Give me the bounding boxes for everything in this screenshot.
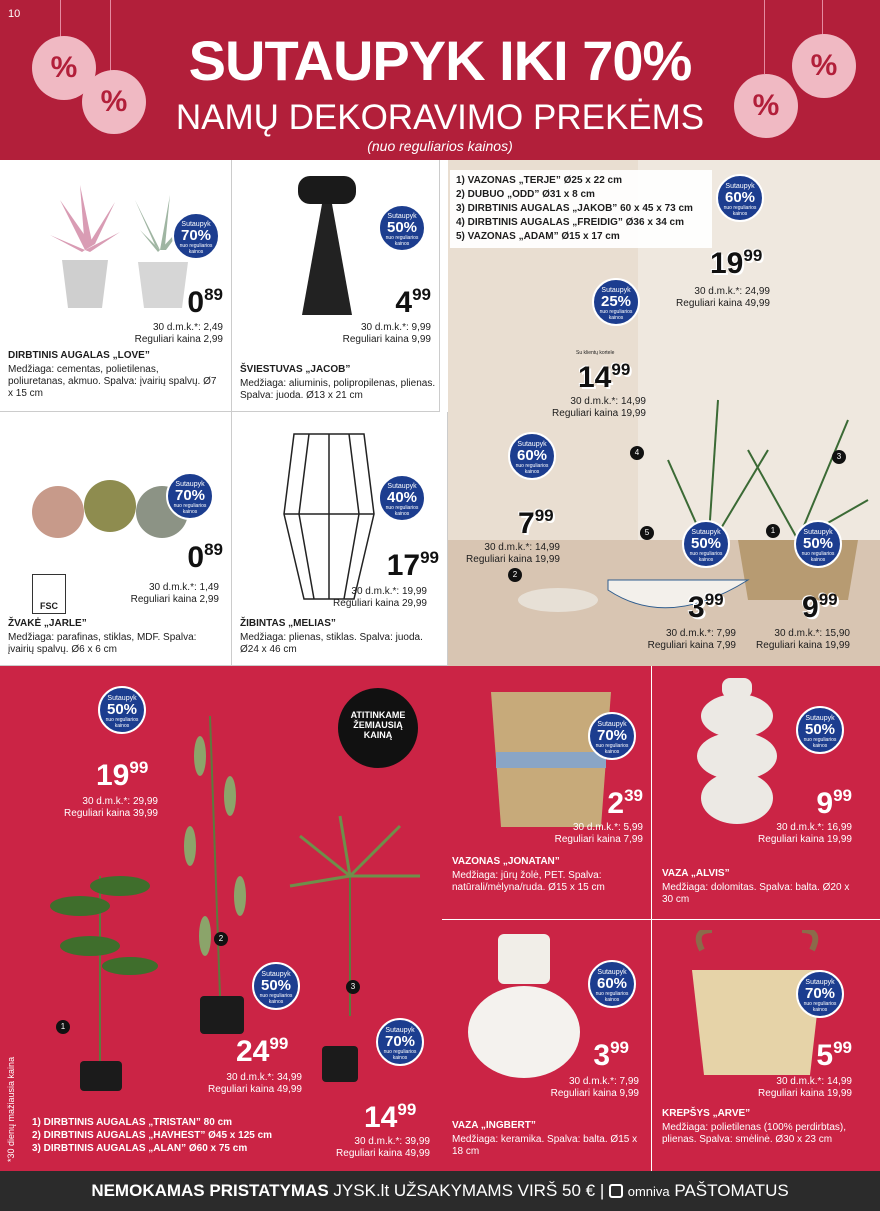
price-history: 30 d.m.k.*: 2,49 Reguliari kaina 2,99 xyxy=(134,322,223,345)
item-marker: 5 xyxy=(640,526,654,540)
percent-tag: % xyxy=(82,70,146,134)
omniva-brand: omniva xyxy=(627,1184,670,1199)
price-history: 30 d.m.k.*: 34,99 Reguliari kaina 49,99 xyxy=(208,1072,302,1095)
price-history: 30 d.m.k.*: 39,99 Reguliari kaina 49,99 xyxy=(336,1136,430,1159)
price-note: (nuo reguliarios kainos) xyxy=(367,138,513,154)
product-card-ingbert[interactable] xyxy=(442,920,652,1171)
omniva-logo xyxy=(609,1184,623,1198)
header-banner xyxy=(0,0,880,160)
price: $3^{99}$ xyxy=(593,1038,629,1072)
product-title: ŽVAKĖ „JARLE” xyxy=(8,618,87,629)
discount-badge: Sutaupyk 70% nuo reguliarios kainos xyxy=(796,970,844,1018)
headline: SUTAUPYK IKI 70% xyxy=(188,29,692,92)
price-history: 30 d.m.k.*: 1,49 Reguliari kaina 2,99 xyxy=(130,582,219,605)
product-card-jarle[interactable] xyxy=(0,412,232,666)
discount-badge: Sutaupyk 50% nuo reguliarios kainos xyxy=(98,686,146,734)
price-history: 30 d.m.k.*: 16,99 Reguliari kaina 19,99 xyxy=(758,822,852,845)
price: $9^{99}$ xyxy=(802,590,838,624)
price-history: 30 d.m.k.*: 7,99 Reguliari kaina 7,99 xyxy=(647,628,736,651)
price: $19^{99}$ xyxy=(710,246,763,280)
footer-banner xyxy=(0,1171,880,1211)
item-marker: 3 xyxy=(346,980,360,994)
product-desc: Medžiaga: parafinas, stiklas, MDF. Spalva: įvairių spalvų. Ø6 x 6 cm xyxy=(8,632,197,655)
product-image xyxy=(50,180,190,310)
product-card-alvis[interactable] xyxy=(652,666,880,920)
price-history: 30 d.m.k.*: 9,99 Reguliari kaina 9,99 xyxy=(342,322,431,345)
price-history: 30 d.m.k.*: 5,99 Reguliari kaina 7,99 xyxy=(554,822,643,845)
product-card-melias[interactable] xyxy=(232,412,448,666)
product-desc: Medžiaga: cementas, polietilenas, poliuretanas, akmuo. Spalva: įvairių spalvų. Ø7 x 15 cm xyxy=(8,364,217,399)
product-list-box: 1) VAZONAS „TERJE” Ø25 x 22 cm 2) DUBUO „ODD” Ø31 x 8 cm 3) DIRBTINIS AUGALAS „JAKOB” 60 x 45 x 73 cm 4) DIRBTINIS AUGALAS „FREIDIG” Ø36 x 34 cm 5) VAZONAS „ADAM” Ø15 x 17 cm xyxy=(450,170,712,248)
item-marker: 1 xyxy=(56,1020,70,1034)
product-title: VAZA „ALVIS” xyxy=(662,868,730,879)
item-marker: 2 xyxy=(508,568,522,582)
footer-tail: PAŠTOMATUS xyxy=(674,1181,789,1200)
product-desc: Medžiaga: plienas, stiklas. Spalva: juoda. Ø24 x 46 cm xyxy=(240,632,423,655)
price: $19^{99}$ xyxy=(96,758,149,792)
fsc-logo: FSC xyxy=(32,574,66,614)
price: $24^{99}$ xyxy=(236,1034,289,1068)
product-desc: Medžiaga: aliuminis, polipropilenas, plienas. Spalva: juoda. Ø13 x 21 cm xyxy=(240,378,436,401)
price: $14^{99}$ xyxy=(578,360,631,394)
product-card-love[interactable] xyxy=(0,160,232,412)
discount-badge: Sutaupyk 70% nuo reguliarios kainos xyxy=(172,212,220,260)
discount-badge: Sutaupyk 50% nuo reguliarios kainos xyxy=(378,204,426,252)
plant-list: 1) DIRBTINIS AUGALAS „TRISTAN” 80 cm 2) DIRBTINIS AUGALAS „HAVHEST” Ø45 x 125 cm 3) DIRBTINIS AUGALAS „ALAN” Ø60 x 75 cm xyxy=(32,1117,273,1154)
product-image xyxy=(274,424,384,604)
product-desc: Medžiaga: polietilenas (100% perdirbtas), plienas. Spalva: smėlinė. Ø30 x 23 cm xyxy=(662,1122,846,1145)
price: $5^{99}$ xyxy=(816,1038,852,1072)
product-card-jacob[interactable] xyxy=(232,160,440,412)
price: $3^{99}$ xyxy=(688,590,724,624)
price: $2^{39}$ xyxy=(607,786,643,820)
loyalty-card-note: Su klientų kortele xyxy=(576,350,615,356)
price-history: 30 d.m.k.*: 7,99 Reguliari kaina 9,99 xyxy=(550,1076,639,1099)
discount-badge: Sutaupyk 25% nuo reguliarios kainos xyxy=(592,278,640,326)
price-history: 30 d.m.k.*: 19,99 Reguliari kaina 29,99 xyxy=(333,586,427,609)
discount-badge: Sutaupyk 50% nuo reguliarios kainos xyxy=(252,962,300,1010)
percent-tag: % xyxy=(792,34,856,98)
product-image xyxy=(272,170,382,320)
product-title: ŠVIESTUVAS „JACOB” xyxy=(240,364,351,375)
product-card-arve[interactable] xyxy=(652,920,880,1171)
price: $14^{99}$ xyxy=(364,1100,417,1134)
subheadline: NAMŲ DEKORAVIMO PREKĖMS xyxy=(175,98,705,137)
discount-badge: Sutaupyk 50% nuo reguliarios kainos xyxy=(796,706,844,754)
price-history: 30 d.m.k.*: 24,99 Reguliari kaina 49,99 xyxy=(676,286,770,309)
item-marker: 1 xyxy=(766,524,780,538)
price-history: 30 d.m.k.*: 14,99 Reguliari kaina 19,99 xyxy=(552,396,646,419)
page-number: 10 xyxy=(8,8,21,20)
product-title: DIRBTINIS AUGALAS „LOVE” xyxy=(8,350,150,361)
discount-badge: Sutaupyk 70% nuo reguliarios kainos xyxy=(166,472,214,520)
price: $0^{89}$ xyxy=(187,285,223,319)
price-history: 30 d.m.k.*: 29,99 Reguliari kaina 39,99 xyxy=(64,796,158,819)
item-marker: 4 xyxy=(630,446,644,460)
product-desc: Medžiaga: keramika. Spalva: balta. Ø15 x 18 cm xyxy=(452,1134,638,1157)
price-history: 30 d.m.k.*: 14,99 Reguliari kaina 19,99 xyxy=(758,1076,852,1099)
discount-badge: Sutaupyk 60% nuo reguliarios kainos xyxy=(508,432,556,480)
product-card-jonatan[interactable] xyxy=(442,666,652,920)
price-history: 30 d.m.k.*: 14,99 Reguliari kaina 19,99 xyxy=(466,542,560,565)
discount-badge: Sutaupyk 50% nuo reguliarios kainos xyxy=(794,520,842,568)
product-desc: Medžiaga: dolomitas. Spalva: balta. Ø20 x 30 cm xyxy=(662,882,850,905)
item-marker: 2 xyxy=(214,932,228,946)
price: $17^{99}$ xyxy=(386,548,439,582)
discount-badge: Sutaupyk 50% nuo reguliarios kainos xyxy=(682,520,730,568)
footnote-vertical: *30 dienų mažiausia kaina xyxy=(6,1056,16,1162)
footer-text: JYSK.lt UŽSAKYMAMS VIRŠ 50 € | xyxy=(333,1181,605,1200)
discount-badge: Sutaupyk 70% nuo reguliarios kainos xyxy=(588,712,636,760)
price: $0^{89}$ xyxy=(187,540,223,574)
price: $7^{99}$ xyxy=(518,506,554,540)
discount-badge: Sutaupyk 70% nuo reguliarios kainos xyxy=(376,1018,424,1066)
price-match-bubble: ATITINKAME ŽEMIAUSIĄ KAINĄ xyxy=(338,688,418,768)
lifestyle-photo xyxy=(448,160,880,666)
discount-badge: Sutaupyk 40% nuo reguliarios kainos xyxy=(378,474,426,522)
price: $9^{99}$ xyxy=(816,786,852,820)
percent-tag: % xyxy=(32,36,96,100)
product-title: VAZA „INGBERT” xyxy=(452,1120,536,1131)
product-title: VAZONAS „JONATAN” xyxy=(452,856,560,867)
price: $4^{99}$ xyxy=(395,285,431,319)
product-title: ŽIBINTAS „MELIAS” xyxy=(240,618,336,629)
price-history: 30 d.m.k.*: 15,90 Reguliari kaina 19,99 xyxy=(756,628,850,651)
plants-section xyxy=(0,666,880,1171)
product-desc: Medžiaga: jūrų žolė, PET. Spalva: natūrali/mėlyna/ruda. Ø15 x 15 cm xyxy=(452,870,605,893)
product-title: KREPŠYS „ARVE” xyxy=(662,1108,751,1119)
percent-tag: % xyxy=(734,74,798,138)
footer-bold: NEMOKAMAS PRISTATYMAS xyxy=(91,1181,329,1200)
item-marker: 3 xyxy=(832,450,846,464)
discount-badge: Sutaupyk 60% nuo reguliarios kainos xyxy=(716,174,764,222)
discount-badge: Sutaupyk 60% nuo reguliarios kainos xyxy=(588,960,636,1008)
